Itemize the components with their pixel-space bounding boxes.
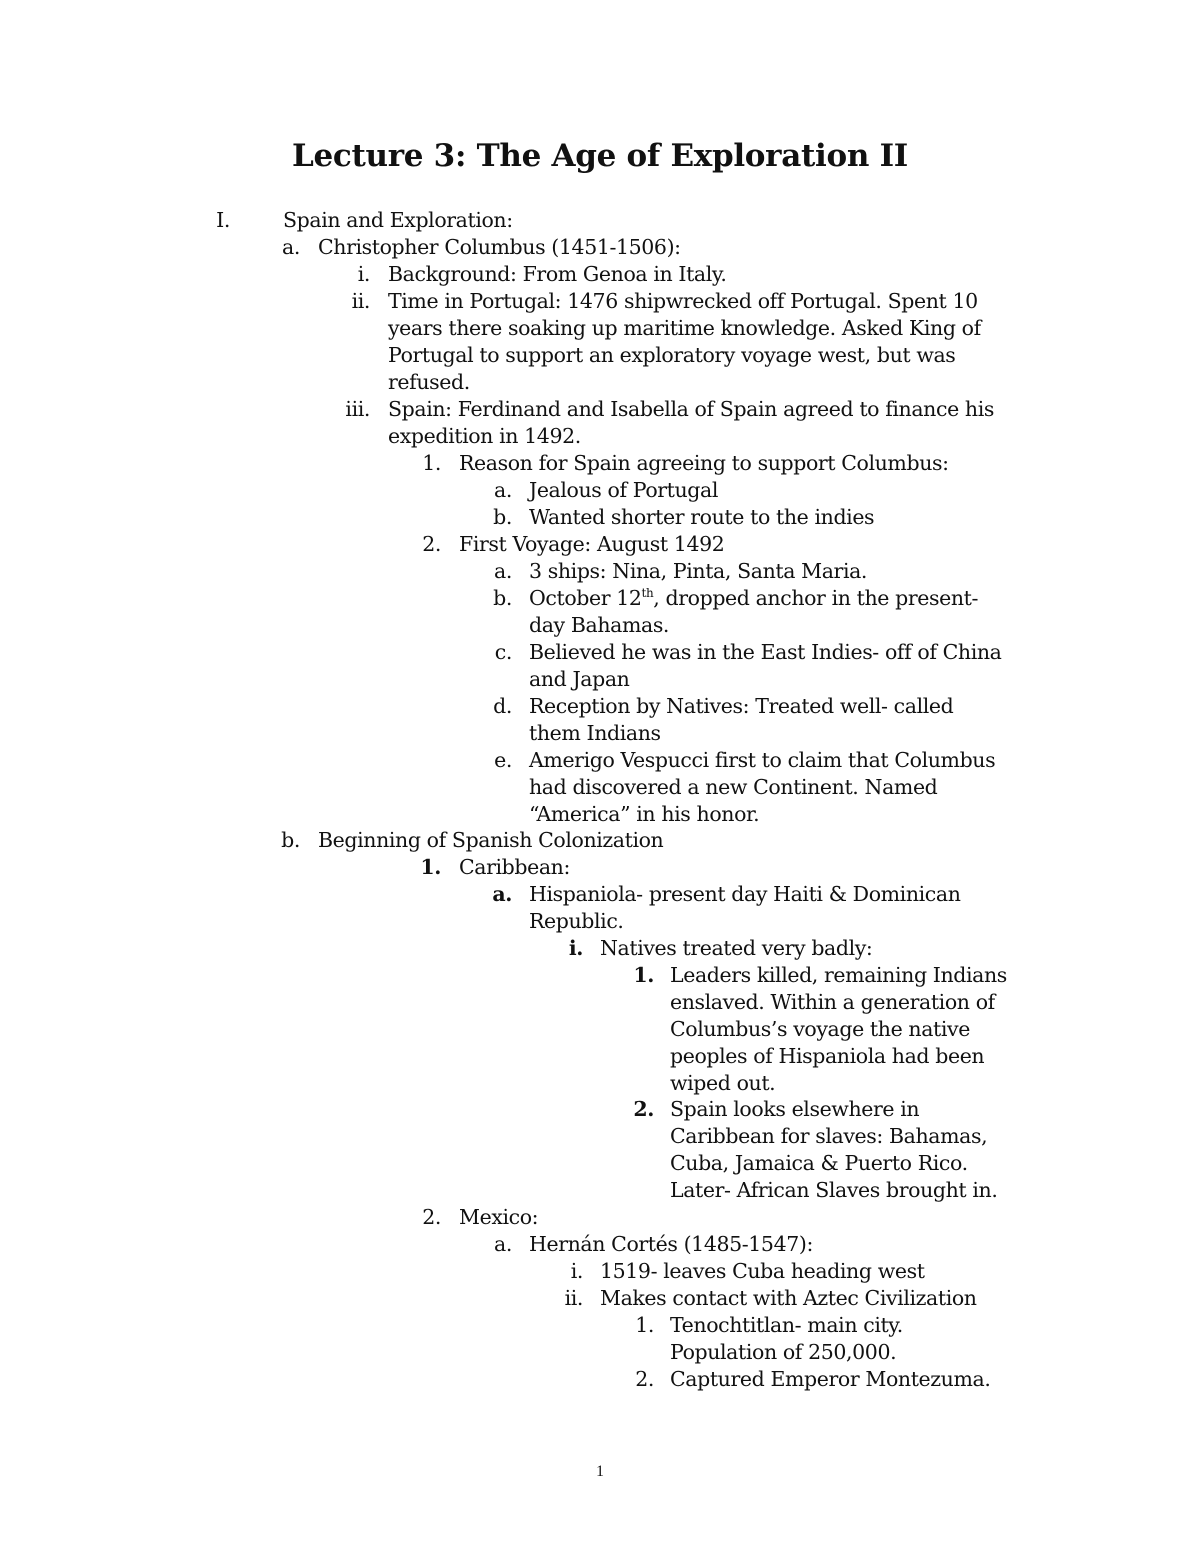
line-text: Republic. [529,909,624,933]
list-marker: 1. [635,1313,654,1337]
list-marker: 1. [420,855,441,879]
line-text: Background: From Genoa in Italy. [388,262,727,286]
line-text-part: October 12 [529,586,642,610]
line-text: Amerigo Vespucci first to claim that Columbus [529,748,996,772]
list-marker: 2. [422,532,441,556]
line-text: and Japan [529,667,630,691]
line-text: Hispaniola- present day Haiti & Dominican [529,882,961,906]
list-marker: I. [216,208,230,232]
line-text: Believed he was in the East Indies- off of China [529,640,1002,664]
line-text: expedition in 1492. [388,424,581,448]
superscript: th [641,586,654,601]
list-marker: ii. [351,289,370,313]
list-marker: c. [494,640,512,664]
line-text: Beginning of Spanish Colonization [318,828,664,852]
line-text: Tenochtitlan- main city. [670,1313,903,1337]
list-marker: b. [281,828,300,852]
line-text: Cuba, Jamaica & Puerto Rico. [670,1151,968,1175]
line-text: 3 ships: Nina, Pinta, Santa Maria. [529,559,868,583]
list-marker: d. [493,694,512,718]
line-text: Leaders killed, remaining Indians [670,963,1007,987]
line-text: Reception by Natives: Treated well- called [529,694,954,718]
line-text: Caribbean: [459,855,570,879]
line-text: peoples of Hispaniola had been [670,1044,985,1068]
list-marker: 2. [422,1205,441,1229]
list-marker: b. [493,586,512,610]
line-text: enslaved. Within a generation of [670,990,995,1014]
list-marker: iii. [345,397,370,421]
line-text: Portugal to support an exploratory voyage west, but was [388,343,956,367]
line-text: wiped out. [670,1071,776,1095]
line-text: Christopher Columbus (1451-1506): [318,235,681,259]
list-marker: i. [357,262,370,286]
list-marker: 2. [635,1367,654,1391]
line-text: years there soaking up maritime knowledge. Asked King of [388,316,981,340]
line-text: Hernán Cortés (1485-1547): [529,1232,813,1256]
line-text-part: , dropped anchor in the present- [653,586,979,610]
list-marker: a. [494,478,512,502]
line-text: 1519- leaves Cuba heading west [600,1259,925,1283]
line-text: “America” in his honor. [529,802,760,826]
line-text: Reason for Spain agreeing to support Columbus: [459,451,949,475]
line-text: First Voyage: August 1492 [459,532,725,556]
page-title: Lecture 3: The Age of Exploration II [291,138,909,174]
line-text: Spain looks elsewhere in [670,1097,920,1121]
line-text: Spain: Ferdinand and Isabella of Spain agreed to finance his [388,397,994,421]
list-marker: a. [494,1232,512,1256]
list-marker: a. [282,235,300,259]
line-text: Caribbean for slaves: Bahamas, [670,1124,988,1148]
line-text: had discovered a new Continent. Named [529,775,938,799]
line-text: Population of 250,000. [670,1340,897,1364]
line-text: Natives treated very badly: [600,936,873,960]
list-marker: ii. [564,1286,583,1310]
list-marker: i. [568,936,583,960]
line-text [529,585,978,612]
list-marker: e. [494,748,512,772]
line-text: Captured Emperor Montezuma. [670,1367,991,1391]
list-marker: 1. [633,963,654,987]
line-text: Wanted shorter route to the indies [529,505,875,529]
list-marker: b. [493,505,512,529]
line-text: day Bahamas. [529,613,670,637]
line-text: Mexico: [459,1205,539,1229]
line-text: Columbus’s voyage the native [670,1017,970,1041]
line-text: Later- African Slaves brought in. [670,1178,998,1202]
list-marker: 1. [422,451,441,475]
line-text: Jealous of Portugal [529,478,719,502]
list-marker: 2. [633,1097,654,1121]
line-text: Time in Portugal: 1476 shipwrecked off Portugal. Spent 10 [388,289,978,313]
list-marker: a. [492,882,512,906]
page-number: 1 [596,1463,604,1480]
line-text: refused. [388,370,470,394]
line-text: Spain and Exploration: [283,208,513,232]
line-text: them Indians [529,721,661,745]
list-marker: a. [494,559,512,583]
list-marker: i. [570,1259,583,1283]
line-text: Makes contact with Aztec Civilization [600,1286,977,1310]
